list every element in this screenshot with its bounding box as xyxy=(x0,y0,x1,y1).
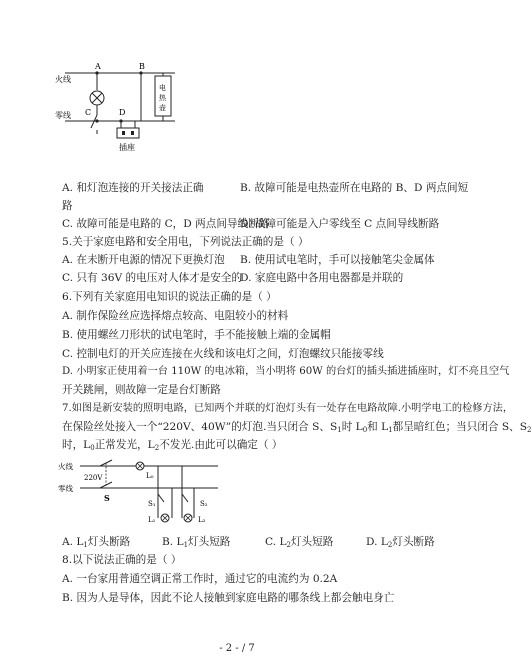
main-switch-label: S xyxy=(104,493,110,503)
q8-option-a: A. 一台家用普通空调正常工作时，通过它的电流约为 0.2A xyxy=(62,573,338,585)
q6-option-d-line2: 开关跳闸，则故障一定是台灯断路 xyxy=(62,384,221,396)
socket-label: 插座 xyxy=(119,143,135,152)
q5-option-d: D. 家庭电路中各用电器都是并联的 xyxy=(240,272,404,284)
neutral-wire-label-2: 零线 xyxy=(58,484,73,493)
kettle-label-2: 热 xyxy=(159,94,166,102)
neutral-wire-label: 零线 xyxy=(55,111,71,120)
kettle-label-3: 壶 xyxy=(159,104,166,112)
q4-option-b-cont: 路 xyxy=(62,200,73,212)
q7-option-b: B. $L_1$灯头短路 xyxy=(162,536,231,549)
switch-s2-symbol xyxy=(182,494,188,502)
q4-option-c: C. 故障可能是电路的 C，D 两点间导线断路 xyxy=(62,218,270,230)
lamp-l0-label: L₀ xyxy=(146,472,154,480)
q4-option-b: B. 故障可能是电热壶所在电路的 B、D 两点间短 xyxy=(240,182,469,194)
q5-option-c: C. 只有 36V 的电压对人体才是安全的 xyxy=(62,272,243,284)
q7-stem-line1: 7.如图是新安装的照明电路，已知两个并联的灯泡灯头有一处存在电路故障.小明学电工的检修方法， xyxy=(62,403,514,414)
point-a-label: A xyxy=(95,62,101,71)
switch-s1-symbol xyxy=(158,494,164,502)
fire-wire-label: 火线 xyxy=(55,75,71,84)
switch-s1-label: S₁ xyxy=(148,500,156,508)
point-d-label: D xyxy=(119,108,126,117)
lamp-l1-label: L₁ xyxy=(148,516,156,524)
q5-stem: 5.关于家庭电路和安全用电，下列说法正确的是（ ） xyxy=(62,236,309,248)
switch-s2-label: S₂ xyxy=(200,500,208,508)
fire-wire-label-2: 火线 xyxy=(58,462,73,471)
lamp-l2-label: L₂ xyxy=(198,516,206,524)
q8-stem: 8.以下说法正确的是（ ） xyxy=(62,554,182,566)
q7-option-c: C. $L_2$灯头短路 xyxy=(265,536,334,549)
q6-stem: 6.下列有关家庭用电知识的说法正确的是（ ） xyxy=(62,291,277,303)
point-c-label: C xyxy=(85,108,92,117)
q8-option-b: B. 因为人是导体，因此不论人接触到家庭电路的哪条线上都会触电身亡 xyxy=(62,592,395,604)
socket-symbol xyxy=(117,128,139,138)
q6-option-d-line1: D. 小明家正使用着一台 110W 的电冰箱，当小明将 60W 的台灯的插头插进插座时，灯不亮且空气 xyxy=(62,366,510,377)
point-b-label: B xyxy=(139,62,145,71)
kettle-label-1: 电 xyxy=(159,84,166,92)
voltage-label: 220V xyxy=(84,474,103,482)
q7-stem-line3: 时，$L_0$正常发光，$L_2$不发光.由此可以确定（ ） xyxy=(62,439,283,452)
q5-option-b: B. 使用试电笔时，手可以接触笔尖金属体 xyxy=(240,254,435,266)
q4-option-a: A. 和灯泡连接的开关接法正确 xyxy=(62,182,204,194)
q6-option-b: B. 使用螺丝刀形状的试电笔时，手不能接触上端的金属帽 xyxy=(62,329,331,341)
page-number: - 2 - / 7 xyxy=(219,643,255,654)
q6-option-c: C. 控制电灯的开关应连接在火线和该电灯之间，灯泡螺纹只能接零线 xyxy=(62,348,384,360)
q6-option-a: A. 制作保险丝应选择熔点较高、电阻较小的材料 xyxy=(62,310,289,322)
q5-option-a: A. 在未断开电源的情况下更换灯泡 xyxy=(62,254,225,266)
q7-option-d: D. $L_2$灯头断路 xyxy=(366,536,435,549)
q7-stem-line2: 在保险丝处接入一个“220V、40W”的灯泡.当只闭合 S、$S_1$时 $L_0$和 $L_1$都呈暗红色；当只闭合 S、$S_2$ xyxy=(62,421,532,434)
figure-circuit-1 xyxy=(55,60,195,155)
q7-option-a: A. $L_1$灯头断路 xyxy=(62,536,131,549)
figure-circuit-2 xyxy=(58,456,223,528)
q4-option-d: D. 故障可能是入户零线至 C 点间导线断路 xyxy=(240,218,440,230)
